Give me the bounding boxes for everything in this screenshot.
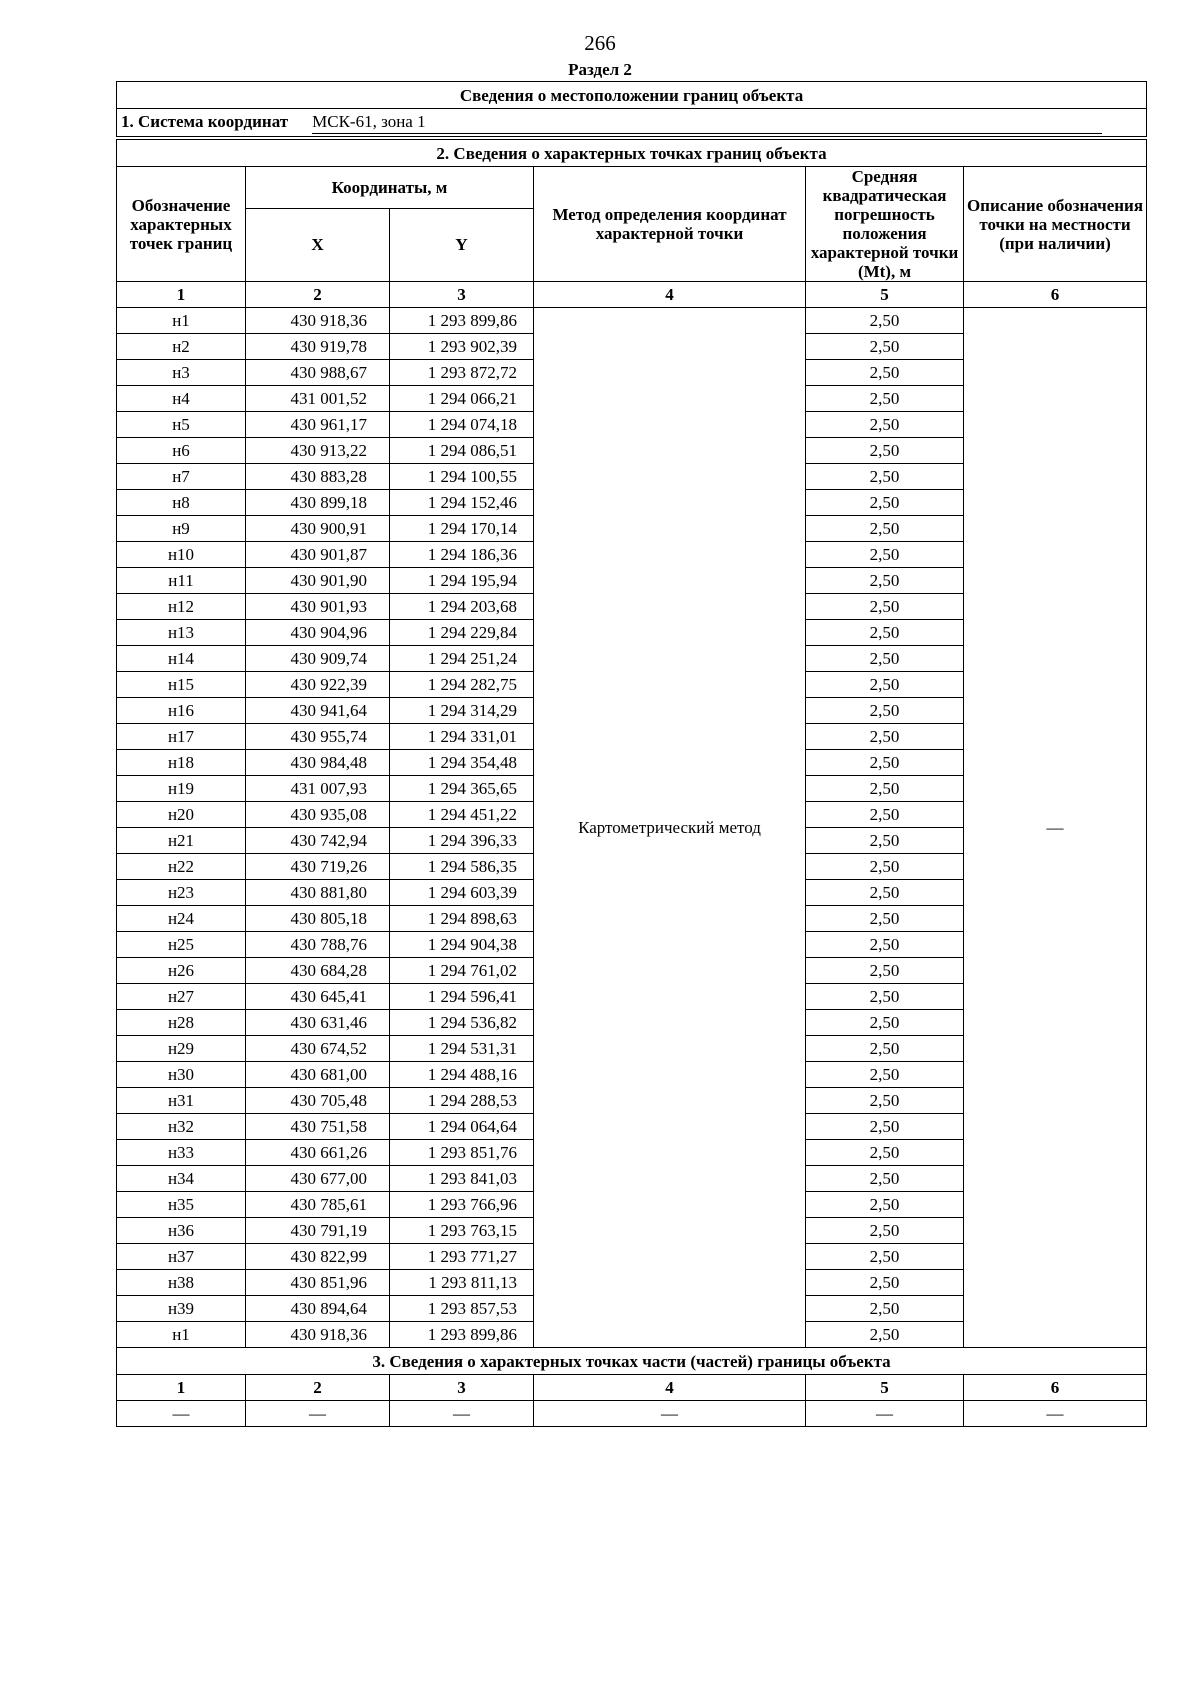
- point-name: н18: [117, 750, 246, 776]
- point-name: н15: [117, 672, 246, 698]
- parts-cell: —: [246, 1401, 390, 1427]
- column-number: 6: [964, 1375, 1147, 1401]
- point-y: 1 293 902,39: [390, 334, 534, 360]
- point-name: н10: [117, 542, 246, 568]
- coordinate-system-row: [117, 109, 1147, 137]
- point-y: 1 294 761,02: [390, 958, 534, 984]
- parts-cell: —: [117, 1401, 246, 1427]
- point-name: н3: [117, 360, 246, 386]
- point-name: н27: [117, 984, 246, 1010]
- point-x: 430 851,96: [246, 1270, 390, 1296]
- point-name: н33: [117, 1140, 246, 1166]
- point-mt: 2,50: [806, 1036, 964, 1062]
- point-y: 1 294 365,65: [390, 776, 534, 802]
- point-name: н8: [117, 490, 246, 516]
- point-mt: 2,50: [806, 672, 964, 698]
- point-name: н35: [117, 1192, 246, 1218]
- point-mt: 2,50: [806, 1270, 964, 1296]
- point-y: 1 293 851,76: [390, 1140, 534, 1166]
- column-number: 5: [806, 282, 964, 308]
- point-x: 430 719,26: [246, 854, 390, 880]
- point-name: н28: [117, 1010, 246, 1036]
- point-y: 1 293 841,03: [390, 1166, 534, 1192]
- point-x: 430 785,61: [246, 1192, 390, 1218]
- point-x: 430 913,22: [246, 438, 390, 464]
- point-x: 430 899,18: [246, 490, 390, 516]
- point-mt: 2,50: [806, 1114, 964, 1140]
- point-name: н23: [117, 880, 246, 906]
- point-mt: 2,50: [806, 1010, 964, 1036]
- point-name: н14: [117, 646, 246, 672]
- point-x: 430 894,64: [246, 1296, 390, 1322]
- table-row: [117, 308, 1147, 334]
- point-name: н29: [117, 1036, 246, 1062]
- point-mt: 2,50: [806, 516, 964, 542]
- point-name: н34: [117, 1166, 246, 1192]
- point-mt: 2,50: [806, 1140, 964, 1166]
- point-name: н2: [117, 334, 246, 360]
- point-y: 1 294 186,36: [390, 542, 534, 568]
- point-x: 430 901,90: [246, 568, 390, 594]
- point-x: 430 631,46: [246, 1010, 390, 1036]
- point-x: 430 645,41: [246, 984, 390, 1010]
- point-mt: 2,50: [806, 490, 964, 516]
- parts-cell: —: [390, 1401, 534, 1427]
- point-y: 1 294 064,64: [390, 1114, 534, 1140]
- point-mt: 2,50: [806, 464, 964, 490]
- point-name: н16: [117, 698, 246, 724]
- point-mt: 2,50: [806, 828, 964, 854]
- point-x: 430 918,36: [246, 1322, 390, 1348]
- point-mt: 2,50: [806, 594, 964, 620]
- point-y: 1 294 195,94: [390, 568, 534, 594]
- point-x: 430 900,91: [246, 516, 390, 542]
- point-x: 430 661,26: [246, 1140, 390, 1166]
- point-x: 430 904,96: [246, 620, 390, 646]
- column-number: 2: [246, 1375, 390, 1401]
- page-number: 266: [584, 31, 616, 55]
- point-name: н22: [117, 854, 246, 880]
- point-y: 1 294 251,24: [390, 646, 534, 672]
- point-mt: 2,50: [806, 932, 964, 958]
- point-y: 1 294 288,53: [390, 1088, 534, 1114]
- column-number: 4: [534, 1375, 806, 1401]
- point-name: н31: [117, 1088, 246, 1114]
- point-mt: 2,50: [806, 776, 964, 802]
- column-number: 5: [806, 1375, 964, 1401]
- point-y: 1 293 771,27: [390, 1244, 534, 1270]
- point-y: 1 294 074,18: [390, 412, 534, 438]
- point-x: 431 001,52: [246, 386, 390, 412]
- column-number: 1: [117, 282, 246, 308]
- point-x: 430 941,64: [246, 698, 390, 724]
- point-x: 430 984,48: [246, 750, 390, 776]
- header-y: Y: [390, 208, 534, 281]
- point-mt: 2,50: [806, 568, 964, 594]
- parts-row: [117, 1401, 1147, 1427]
- point-x: 430 922,39: [246, 672, 390, 698]
- coordinate-system-value: МСК-61, зона 1: [312, 112, 1102, 134]
- point-name: н21: [117, 828, 246, 854]
- point-x: 430 684,28: [246, 958, 390, 984]
- point-y: 1 293 811,13: [390, 1270, 534, 1296]
- point-x: 430 919,78: [246, 334, 390, 360]
- description-cell: —: [964, 308, 1147, 1348]
- point-x: 430 901,93: [246, 594, 390, 620]
- point-y: 1 293 872,72: [390, 360, 534, 386]
- point-mt: 2,50: [806, 1244, 964, 1270]
- header-description: Описание обозначения точки на местности (при наличии): [964, 167, 1147, 282]
- point-x: 430 883,28: [246, 464, 390, 490]
- point-name: н7: [117, 464, 246, 490]
- point-y: 1 294 086,51: [390, 438, 534, 464]
- point-x: 430 674,52: [246, 1036, 390, 1062]
- point-y: 1 293 763,15: [390, 1218, 534, 1244]
- point-name: н4: [117, 386, 246, 412]
- parts-section-title: 3. Сведения о характерных точках части (частей) границы объекта: [117, 1348, 1147, 1375]
- point-name: н12: [117, 594, 246, 620]
- point-y: 1 294 203,68: [390, 594, 534, 620]
- point-mt: 2,50: [806, 1218, 964, 1244]
- section-title: Раздел 2: [568, 60, 632, 79]
- point-name: н1: [117, 1322, 246, 1348]
- point-y: 1 294 898,63: [390, 906, 534, 932]
- point-y: 1 294 331,01: [390, 724, 534, 750]
- point-mt: 2,50: [806, 542, 964, 568]
- point-y: 1 293 857,53: [390, 1296, 534, 1322]
- point-x: 430 961,17: [246, 412, 390, 438]
- coordinate-system-label: 1. Система координат: [121, 111, 289, 131]
- point-name: н20: [117, 802, 246, 828]
- point-y: 1 294 603,39: [390, 880, 534, 906]
- point-x: 430 909,74: [246, 646, 390, 672]
- point-mt: 2,50: [806, 360, 964, 386]
- point-y: 1 293 899,86: [390, 1322, 534, 1348]
- point-name: н25: [117, 932, 246, 958]
- column-number: 3: [390, 1375, 534, 1401]
- point-mt: 2,50: [806, 1192, 964, 1218]
- point-x: 430 935,08: [246, 802, 390, 828]
- point-mt: 2,50: [806, 958, 964, 984]
- point-y: 1 294 100,55: [390, 464, 534, 490]
- point-name: н1: [117, 308, 246, 334]
- point-y: 1 294 229,84: [390, 620, 534, 646]
- point-name: н36: [117, 1218, 246, 1244]
- point-mt: 2,50: [806, 646, 964, 672]
- point-mt: 2,50: [806, 724, 964, 750]
- point-y: 1 294 596,41: [390, 984, 534, 1010]
- parts-cell: —: [964, 1401, 1147, 1427]
- point-mt: 2,50: [806, 1062, 964, 1088]
- point-name: н11: [117, 568, 246, 594]
- point-y: 1 294 282,75: [390, 672, 534, 698]
- point-mt: 2,50: [806, 1296, 964, 1322]
- header-error: Средняя квадратическая погрешность положения характерной точки (Mt), м: [806, 167, 964, 282]
- point-mt: 2,50: [806, 1088, 964, 1114]
- point-y: 1 294 904,38: [390, 932, 534, 958]
- point-mt: 2,50: [806, 1166, 964, 1192]
- point-mt: 2,50: [806, 984, 964, 1010]
- point-x: 430 955,74: [246, 724, 390, 750]
- point-name: н5: [117, 412, 246, 438]
- point-x: 431 007,93: [246, 776, 390, 802]
- point-mt: 2,50: [806, 854, 964, 880]
- point-x: 430 681,00: [246, 1062, 390, 1088]
- parts-column-numbers-row: [117, 1375, 1147, 1401]
- point-y: 1 293 766,96: [390, 1192, 534, 1218]
- header-x: X: [246, 208, 390, 281]
- point-name: н37: [117, 1244, 246, 1270]
- point-y: 1 294 066,21: [390, 386, 534, 412]
- parts-cell: —: [806, 1401, 964, 1427]
- point-y: 1 294 451,22: [390, 802, 534, 828]
- point-x: 430 805,18: [246, 906, 390, 932]
- point-mt: 2,50: [806, 880, 964, 906]
- point-y: 1 294 170,14: [390, 516, 534, 542]
- point-mt: 2,50: [806, 750, 964, 776]
- column-number: 4: [534, 282, 806, 308]
- point-y: 1 294 536,82: [390, 1010, 534, 1036]
- column-number: 1: [117, 1375, 246, 1401]
- point-mt: 2,50: [806, 1322, 964, 1348]
- point-name: н30: [117, 1062, 246, 1088]
- point-x: 430 742,94: [246, 828, 390, 854]
- point-y: 1 294 531,31: [390, 1036, 534, 1062]
- point-mt: 2,50: [806, 906, 964, 932]
- point-name: н24: [117, 906, 246, 932]
- point-x: 430 705,48: [246, 1088, 390, 1114]
- header-designation: Обозначение характерных точек границ: [117, 167, 246, 282]
- point-y: 1 294 396,33: [390, 828, 534, 854]
- point-name: н13: [117, 620, 246, 646]
- point-mt: 2,50: [806, 802, 964, 828]
- column-number: 3: [390, 282, 534, 308]
- point-mt: 2,50: [806, 386, 964, 412]
- point-y: 1 293 899,86: [390, 308, 534, 334]
- column-numbers-row: [117, 282, 1147, 308]
- point-name: н17: [117, 724, 246, 750]
- point-y: 1 294 586,35: [390, 854, 534, 880]
- point-name: н32: [117, 1114, 246, 1140]
- parts-cell: —: [534, 1401, 806, 1427]
- column-number: 6: [964, 282, 1147, 308]
- point-y: 1 294 488,16: [390, 1062, 534, 1088]
- point-mt: 2,50: [806, 412, 964, 438]
- point-y: 1 294 152,46: [390, 490, 534, 516]
- point-name: н6: [117, 438, 246, 464]
- point-mt: 2,50: [806, 698, 964, 724]
- table-title: Сведения о местоположении границ объекта: [117, 82, 1147, 109]
- point-name: н38: [117, 1270, 246, 1296]
- point-x: 430 988,67: [246, 360, 390, 386]
- point-x: 430 822,99: [246, 1244, 390, 1270]
- points-section-title: 2. Сведения о характерных точках границ объекта: [117, 140, 1147, 167]
- point-x: 430 751,58: [246, 1114, 390, 1140]
- point-y: 1 294 354,48: [390, 750, 534, 776]
- point-name: н19: [117, 776, 246, 802]
- point-mt: 2,50: [806, 438, 964, 464]
- point-y: 1 294 314,29: [390, 698, 534, 724]
- header-coordinates: Координаты, м: [246, 167, 534, 209]
- point-x: 430 918,36: [246, 308, 390, 334]
- point-mt: 2,50: [806, 308, 964, 334]
- point-x: 430 901,87: [246, 542, 390, 568]
- header-method: Метод определения координат характерной точки: [534, 167, 806, 282]
- column-number: 2: [246, 282, 390, 308]
- point-x: 430 881,80: [246, 880, 390, 906]
- method-cell: Картометрический метод: [534, 308, 806, 1348]
- point-x: 430 677,00: [246, 1166, 390, 1192]
- point-mt: 2,50: [806, 334, 964, 360]
- point-name: н39: [117, 1296, 246, 1322]
- point-mt: 2,50: [806, 620, 964, 646]
- boundary-table: [116, 81, 1147, 1427]
- point-name: н26: [117, 958, 246, 984]
- point-x: 430 791,19: [246, 1218, 390, 1244]
- point-name: н9: [117, 516, 246, 542]
- point-x: 430 788,76: [246, 932, 390, 958]
